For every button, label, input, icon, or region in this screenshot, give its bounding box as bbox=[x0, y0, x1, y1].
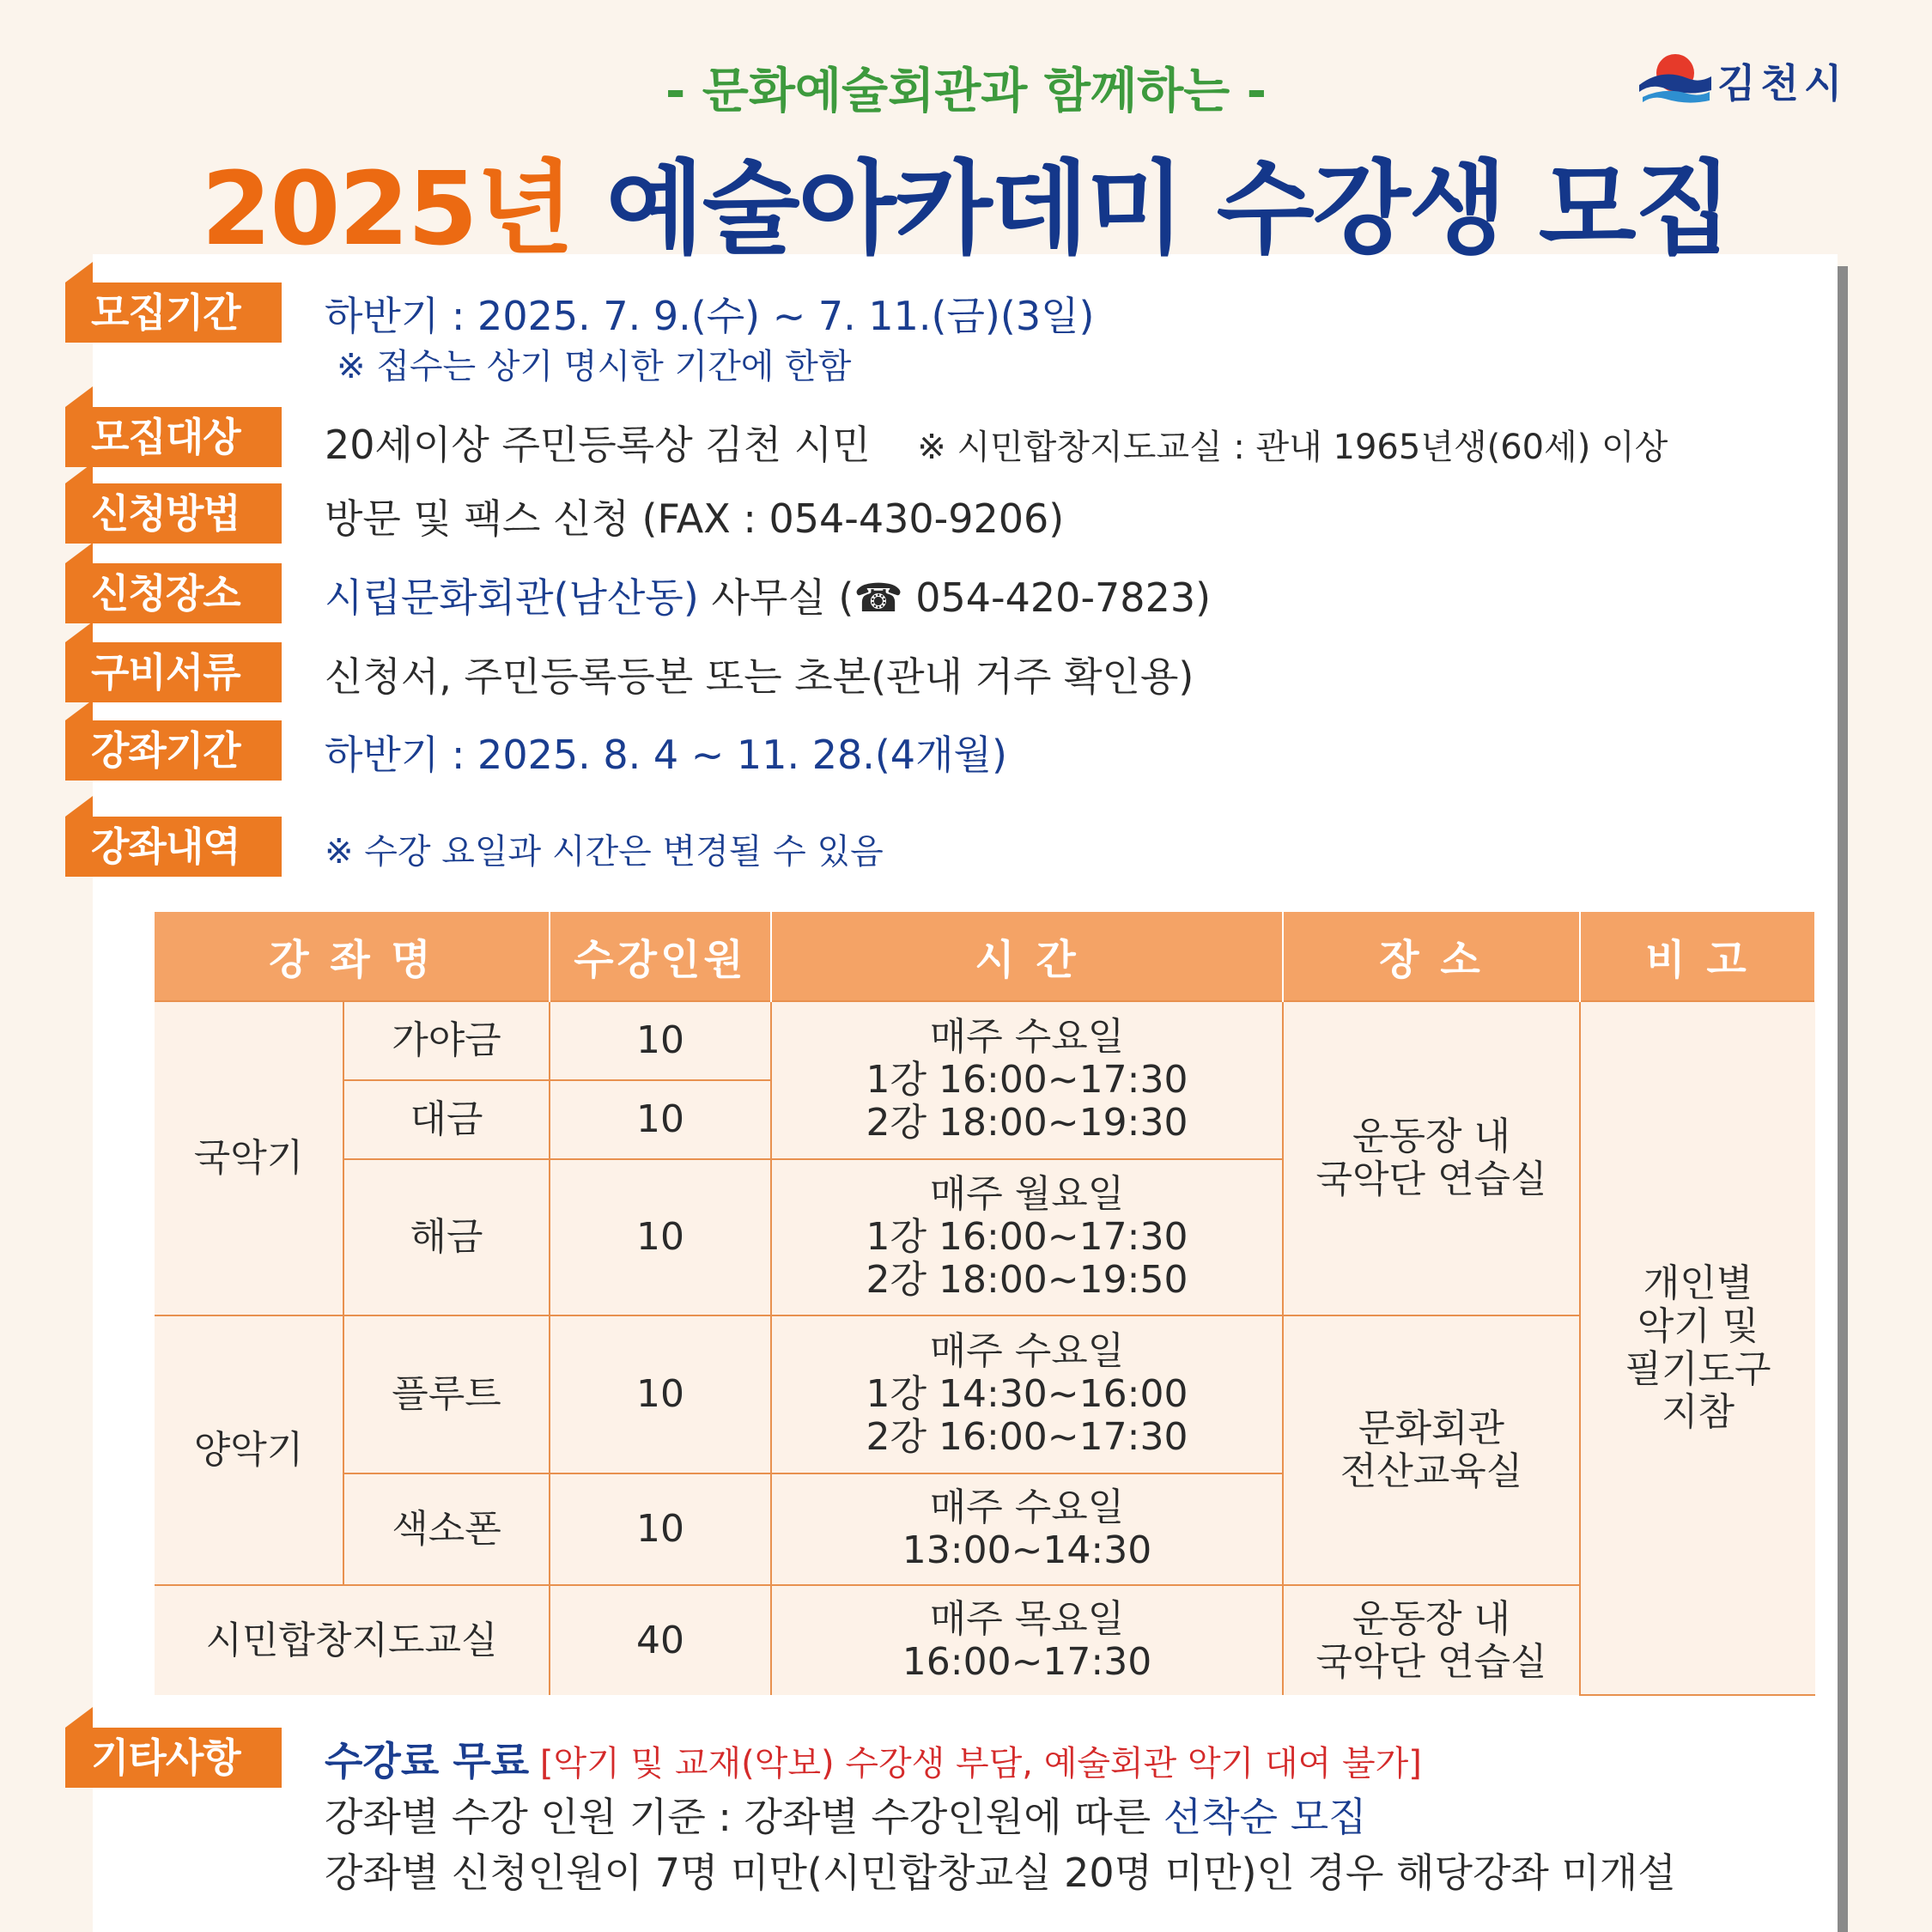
header-note: 비 고 bbox=[1580, 912, 1815, 1001]
course-count: 10 bbox=[550, 1080, 771, 1159]
courses-note: ※ 수강 요일과 시간은 변경될 수 있음 bbox=[325, 832, 884, 872]
course-period-value: 하반기 : 2025. 8. 4 ~ 11. 28.(4개월) bbox=[325, 732, 1007, 778]
page-title bbox=[0, 127, 1932, 273]
etc-line2-text: 강좌별 수강 인원 기준 : 강좌별 수강인원에 따른 bbox=[325, 1794, 1163, 1840]
etc-line2-highlight: 선착순 모집 bbox=[1163, 1794, 1367, 1840]
etc-line3: 강좌별 신청인원이 7명 미만(시민합창교실 20명 미만)인 경우 해당강좌 미개설 bbox=[325, 1850, 1676, 1896]
course-name: 해금 bbox=[343, 1159, 550, 1315]
table-row bbox=[155, 1001, 1815, 1080]
etc-line2 bbox=[325, 1786, 1367, 1843]
etc-fee: 수강료 무료 bbox=[325, 1738, 530, 1784]
group-korean: 국악기 bbox=[155, 1001, 343, 1315]
title-text: 예술아카데미 수강생 모집 bbox=[605, 149, 1731, 268]
course-count: 10 bbox=[550, 1159, 771, 1315]
method-value: 방문 및 팩스 신청 (FAX : 054-430-9206) bbox=[325, 495, 1065, 542]
period-note: ※ 접수는 상기 명시한 기간에 한함 bbox=[337, 347, 852, 386]
group-western: 양악기 bbox=[155, 1315, 343, 1585]
subtitle: - 문화예술회관과 함께하는 - bbox=[665, 64, 1267, 119]
target-text: 20세이상 주민등록상 김천 시민 bbox=[325, 422, 871, 468]
docs-value: 신청서, 주민등록등본 또는 초본(관내 거주 확인용) bbox=[325, 653, 1194, 700]
tag-course-period: 강좌기간 bbox=[65, 720, 282, 781]
tag-etc: 기타사항 bbox=[65, 1728, 282, 1788]
header-place: 장 소 bbox=[1283, 912, 1580, 1001]
period-value: 하반기 : 2025. 7. 9.(수) ~ 7. 11.(금)(3일) bbox=[325, 293, 1095, 339]
target-note: ※ 시민합창지도교실 : 관내 1965년생(60세) 이상 bbox=[917, 428, 1668, 467]
place-venue: 시립문화회관(남산동) bbox=[325, 574, 699, 621]
header-count: 수강인원 bbox=[550, 912, 771, 1001]
logo-text: 김천시 bbox=[1717, 60, 1848, 106]
tag-place: 신청장소 bbox=[65, 563, 282, 623]
course-place: 운동장 내 국악단 연습실 bbox=[1283, 1001, 1580, 1315]
course-name: 시민합창지도교실 bbox=[155, 1585, 550, 1695]
header-time: 시 간 bbox=[771, 912, 1283, 1001]
tag-method: 신청방법 bbox=[65, 483, 282, 544]
course-time: 매주 수요일 1강 14:30~16:00 2강 16:00~17:30 bbox=[771, 1315, 1283, 1473]
course-name: 플루트 bbox=[343, 1315, 550, 1473]
course-name: 색소폰 bbox=[343, 1473, 550, 1585]
course-place: 운동장 내 국악단 연습실 bbox=[1283, 1585, 1580, 1695]
table-header-row bbox=[155, 912, 1815, 1001]
tag-period: 모집기간 bbox=[65, 283, 282, 343]
course-time: 매주 목요일 16:00~17:30 bbox=[771, 1585, 1283, 1695]
course-count: 10 bbox=[550, 1001, 771, 1080]
place-value bbox=[325, 567, 1211, 623]
course-name: 가야금 bbox=[343, 1001, 550, 1080]
panel-shadow bbox=[1838, 266, 1848, 1932]
etc-line1 bbox=[325, 1730, 1422, 1787]
tag-courses: 강좌내역 bbox=[65, 817, 282, 877]
table-row bbox=[155, 1585, 1815, 1695]
course-time: 매주 수요일 1강 16:00~17:30 2강 18:00~19:30 bbox=[771, 1001, 1283, 1159]
tag-target: 모집대상 bbox=[65, 407, 282, 467]
course-count: 40 bbox=[550, 1585, 771, 1695]
etc-fee-note: [악기 및 교재(악보) 수강생 부담, 예술회관 악기 대여 불가] bbox=[529, 1744, 1422, 1783]
header-name: 강 좌 명 bbox=[155, 912, 550, 1001]
target-value bbox=[325, 414, 1668, 471]
course-time: 매주 월요일 1강 16:00~17:30 2강 18:00~19:50 bbox=[771, 1159, 1283, 1315]
place-office: 사무실 (☎ 054-420-7823) bbox=[698, 574, 1212, 621]
course-place: 문화회관 전산교육실 bbox=[1283, 1315, 1580, 1585]
course-count: 10 bbox=[550, 1473, 771, 1585]
course-table bbox=[155, 912, 1816, 1696]
course-name: 대금 bbox=[343, 1080, 550, 1159]
title-year: 2025년 bbox=[201, 149, 573, 268]
table-row bbox=[155, 1315, 1815, 1473]
course-time: 매주 수요일 13:00~14:30 bbox=[771, 1473, 1283, 1585]
course-remark: 개인별 악기 및 필기도구 지참 bbox=[1580, 1001, 1815, 1695]
course-count: 10 bbox=[550, 1315, 771, 1473]
tag-docs: 구비서류 bbox=[65, 642, 282, 702]
